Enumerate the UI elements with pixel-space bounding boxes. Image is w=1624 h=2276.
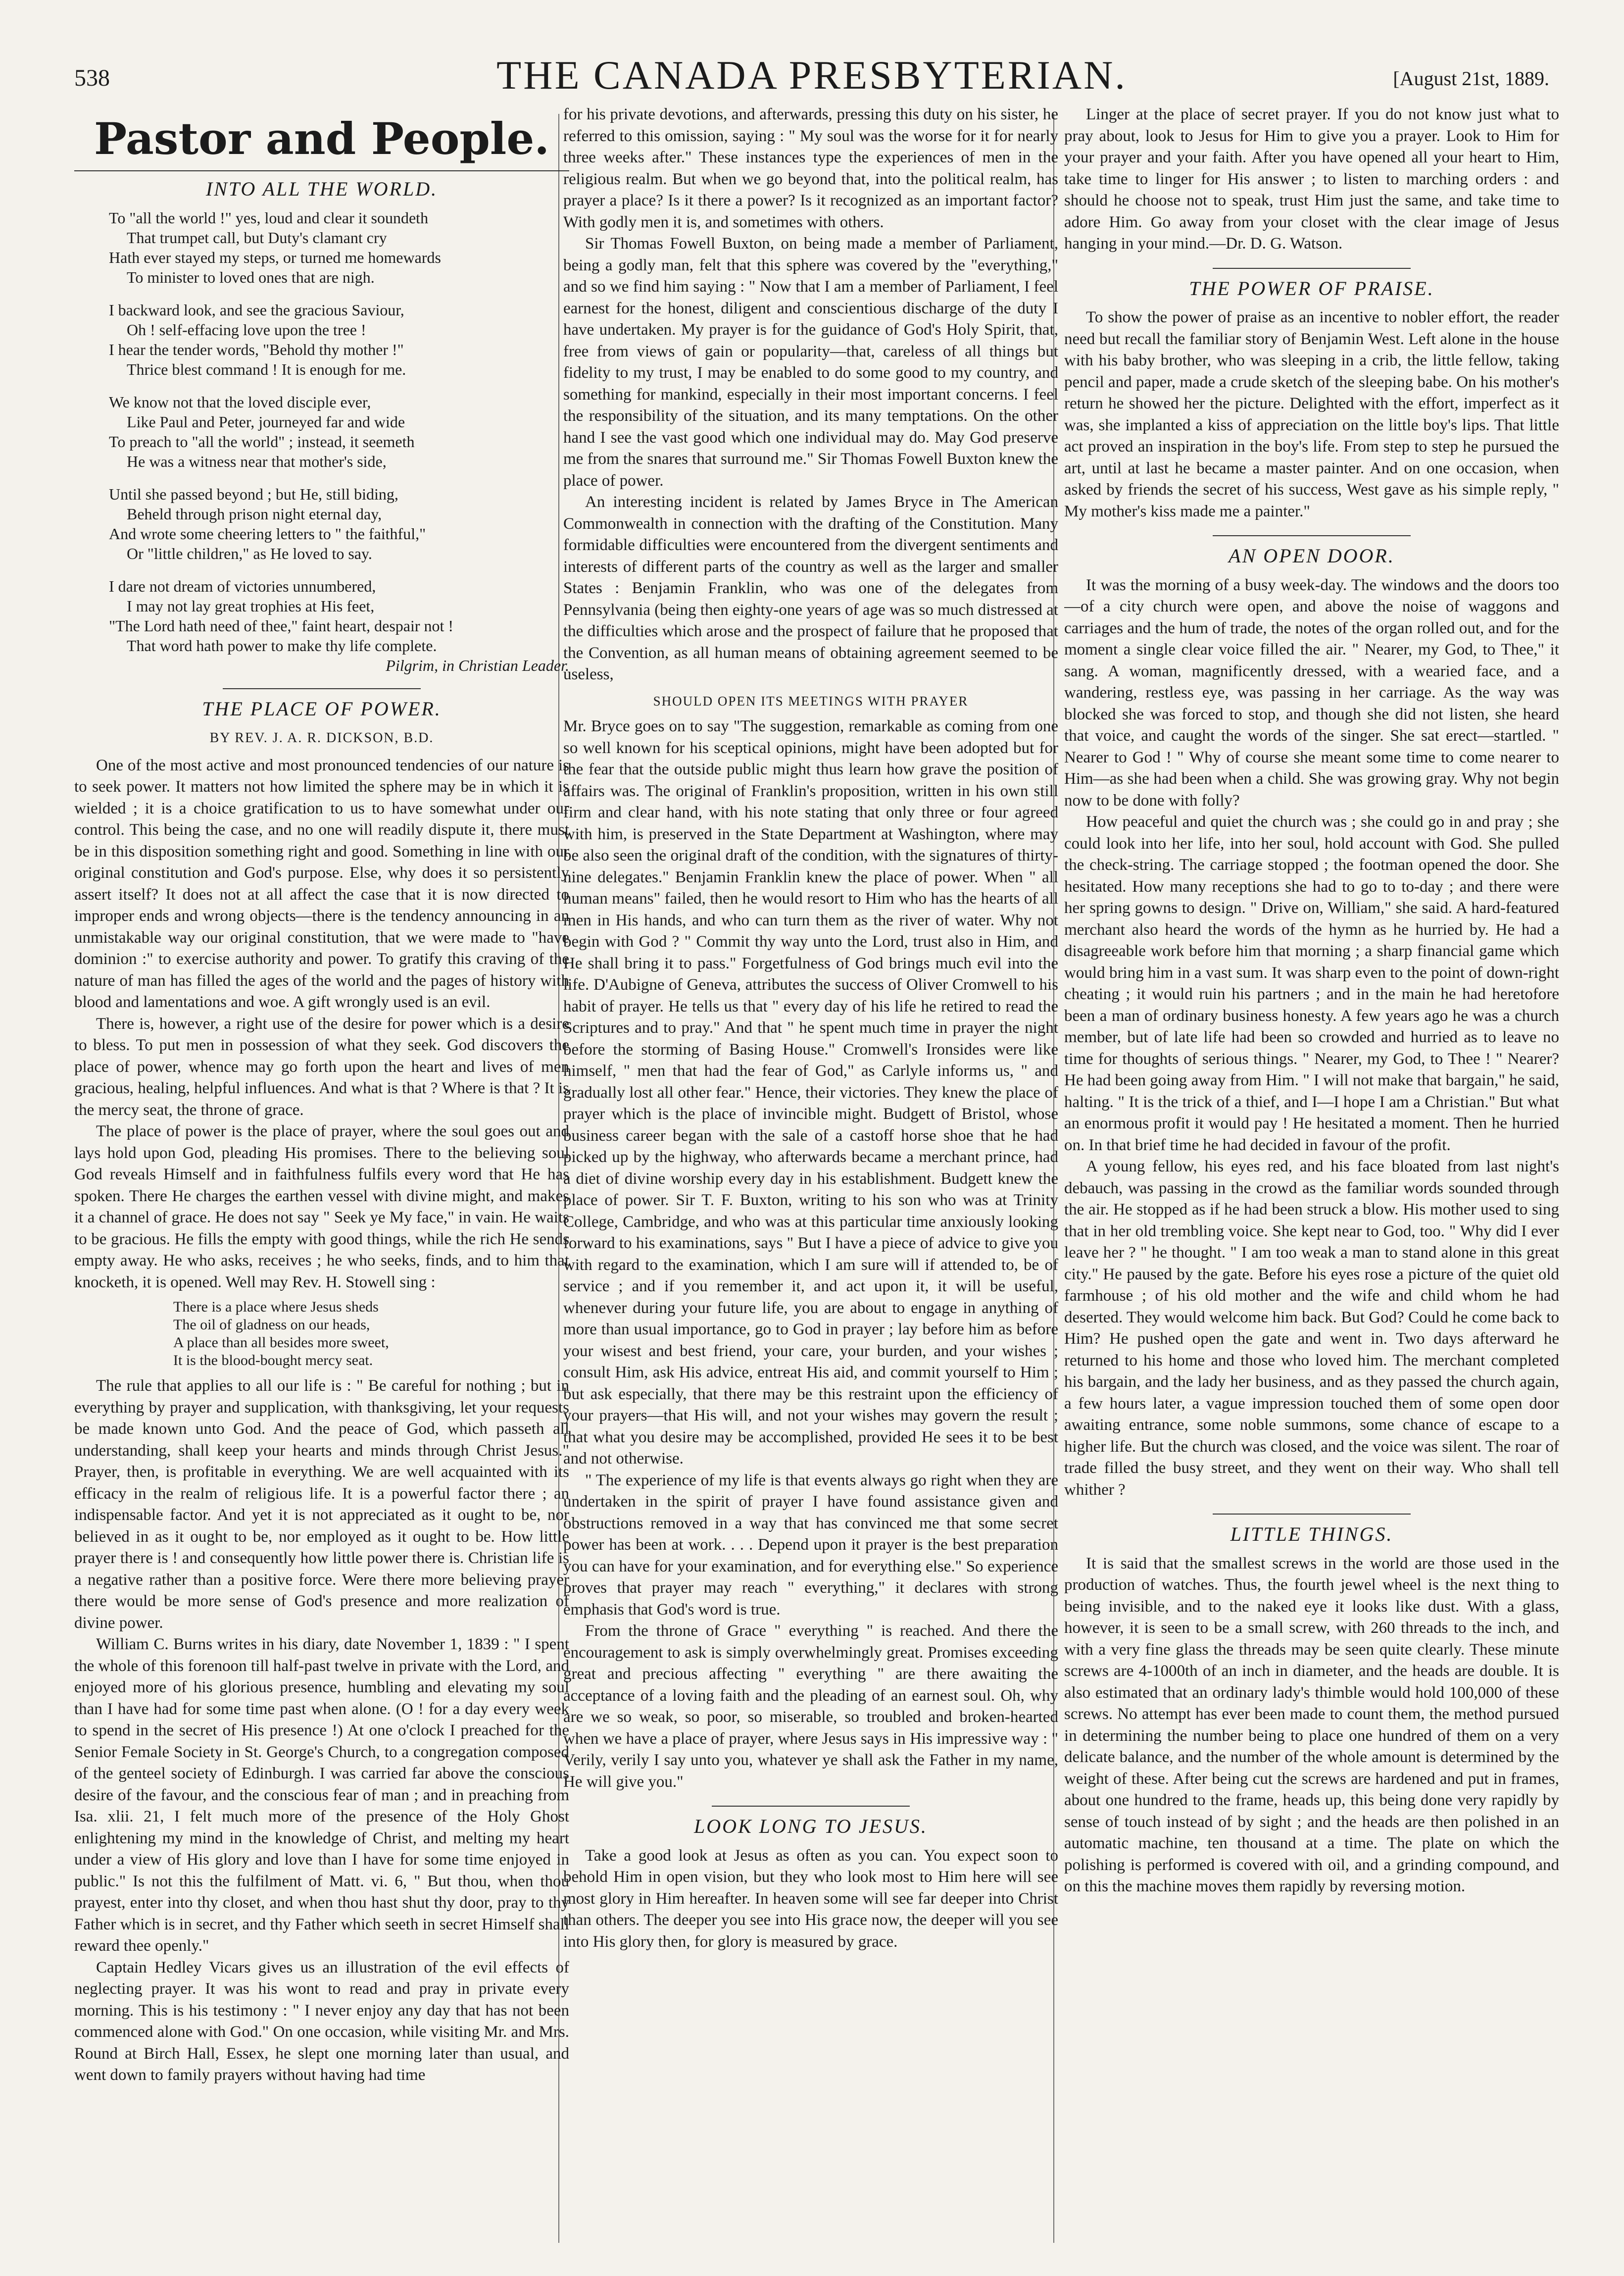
- column-1: [74, 104, 569, 2248]
- paragraph: The rule that applies to all our life is : " Be careful for nothing ; but in everything by prayer and supplication, with thanksgiving, let your requests be made known unto God. And the peace of God, which passeth all understanding, shall keep your hearts and minds through Christ Jesus." Prayer, then, is profitable in everything. We are well acquainted with its efficacy in the realm of religious life. It is a powerful factor there ; an indispensable factor. And yet it is not appreciated as it ought to be, nor believed in as it ought to be, nor employed as it ought to be. How little prayer there is ! and consequently how little power there is. Christian life is a negative rather than a positive force. Were there more believing prayer there would be more sense of God's presence and more realization of divine power.: [74, 1377, 569, 1632]
- article-title: AN OPEN DOOR.: [1229, 545, 1395, 567]
- article-title: THE POWER OF PRAISE.: [1189, 277, 1434, 300]
- poem-line: I dare not dream of victories unnumbered,: [109, 577, 376, 595]
- poem-line: Thrice blest command ! It is enough for me.: [127, 360, 406, 378]
- poem-line: I may not lay great trophies at His feet,: [127, 597, 375, 615]
- paragraph: From the throne of Grace " everything " is reached. And there the encouragement to ask is simply overwhelmingly great. Promises exceeding great and precious affecting " everything " are there awaiting the acceptance of a loving faith and the pleading of an earnest soul. Oh, why are we so weak, so poor, so miserable, so troubled and broken-hearted when we have a place of prayer, where Jesus says in His impressive way : " Verily, verily I say unto you, whatever ye shall ask the Father in my name, He will give you.": [563, 1622, 1058, 1791]
- poem-line: Or "little children," as He loved to say.: [127, 544, 372, 562]
- poem-credit: Pilgrim, in Christian Leader.: [386, 656, 569, 674]
- paragraph: How peaceful and quiet the church was ; she could go in and pray ; she could look into her life, into her soul, hold account with God. She pulled the check-string. The carriage stopped ; the footman opened the door. She hesitated. How many receptions she had to go to to-day ; and there were her spring gowns to design. " Drive on, William," she said. A hard-featured merchant also heard the words of the hymn as he hurried by. He had a disagreeable work before him that morning ; a sharp financial game which would bring him in a vast sum. It was sharp even to the point of down-right cheating ; it would ruin his partners ; and in the main he had heretofore been a man of ordinary business honesty. A few years ago he was a church member, but of late life had been so crowded and hurried as to leave no time for thoughts of serious things. " Nearer, my God, to Thee ! " Nearer? He had been going away from Him. " I will not make that bargain," he said, halting. " It is the trick of a thief, and I—I hope I am a Christian." But what an enormous profit it would pay ! He hesitated a moment. Then he hurried on. In that brief time he had decided in favour of the profit.: [1064, 813, 1559, 1154]
- poem-title: INTO ALL THE WORLD.: [205, 178, 438, 200]
- divider: [223, 688, 421, 689]
- poem-line: Beheld through prison night eternal day,: [127, 505, 382, 523]
- poem-line: I hear the tender words, "Behold thy mother !": [109, 340, 404, 358]
- verse-line: It is the blood-bought mercy seat.: [173, 1352, 373, 1368]
- poem-line: Hath ever stayed my steps, or turned me homewards: [109, 248, 441, 266]
- poem-line: Until she passed beyond ; but He, still biding,: [109, 485, 398, 503]
- paragraph: Linger at the place of secret prayer. If you do not know just what to pray about, look to Jesus for Him to give you a prayer. Look to Him for your prayer and your faith. After you have opened all your heart to Him, take time to linger for His answer ; to listen to marching orders : and should he choose not to speak, trust Him just the same, and take time to adore Him. Go away from your closet with the clear image of Jesus hanging in your mind.—Dr. D. G. Watson.: [1064, 105, 1559, 253]
- poem: [109, 208, 569, 675]
- paragraph: There is, however, a right use of the desire for power which is a desire to bless. To put men in possession of what they seek. God discovers the place of power, whence may go forth upon the heart and lives of men gracious, healing, helpful influences. And what is that ? Where is that ? It is the mercy seat, the throne of grace.: [74, 1014, 569, 1119]
- page-number: 538: [74, 65, 110, 91]
- divider: [1213, 535, 1411, 536]
- divider: [1213, 1514, 1411, 1515]
- stanza-gap: [109, 379, 569, 392]
- paragraph: An interesting incident is related by James Bryce in The American Commonwealth in connection with the drafting of the Constitution. Many formidable difficulties were encountered from the divergent sentiments and interests of different parts of the country as well as the larger and smaller States : Benjamin Franklin, who was one of the delegates from Pennsylvania (being then eighty-one years of age was so much distressed at the difficulties which arose and the prospect of failure that he proposed that the Convention, as all human means of obtaining agreement seemed to be useless,: [563, 493, 1058, 683]
- poem-line: To preach to "all the world" ; instead, it seemeth: [109, 432, 415, 451]
- poem-line: He was a witness near that mother's side,: [127, 452, 387, 470]
- paragraph: To show the power of praise as an incentive to nobler effort, the reader need but recall the familiar story of Benjamin West. Left alone in the house with his baby brother, who was sleeping in a crib, the little fellow, taking pencil and paper, made a crude sketch of the sleeping babe. On his mother's return he showed her the picture. Delighted with the effort, imperfect as it was, she implanted a kiss of appreciation on the little boy's lips. That little act proved an inspiration in the boy's life. From step to step he pursued the art, until at last he became a master painter. And on one occasion, when asked by friends the secret of his success, West gave as his simple reply, " My mother's kiss made me a painter.": [1064, 308, 1559, 520]
- department-title: Pastor and People.: [94, 113, 549, 164]
- column-2: [563, 104, 1058, 2248]
- hymn-verse: [173, 1298, 569, 1369]
- paragraph: One of the most active and most pronounced tendencies of our nature is to seek power. It matters not how limited the sphere may be in which it is wielded ; it is a choice gratification to us to have somewhat under our control. This being the case, and no one will readily dispute it, there must be in this disposition something right and good. Something in line with our original constitution and God's purpose. Else, why does it so persistently assert itself? It does not at all affect the case that it is now directed to improper ends and wrong objects—there is the tendency announcing in an unmistakable way our original constitution, that we were made to "have dominion :" to exercise authority and power. To gratify this craving of the nature of man has filled the ages of the world and the pages of history with blood and lamentations and woe. A gift wrongly used is an evil.: [74, 756, 569, 1011]
- paragraph: Sir Thomas Fowell Buxton, on being made a member of Parliament, being a godly man, felt that this sphere was covered by the "everything," and so we find him saying : " Now that I am a member of Parliament, I feel earnest for the honest, diligent and conscientious discharge of the duty I have undertaken. My prayer is for the guidance of God's Holy Spirit, that, free from views of gain or popularity—that, careless of all things but fidelity to my trust, I may be enabled to do some good to my country, and something for mankind, especially in their most important concerns. I feel the responsibility of the situation, and its many temptations. On the other hand I see the vast good which one individual may do. May God preserve me from the snares that surround me." Sir Thomas Fowell Buxton knew the place of power.: [563, 235, 1058, 490]
- divider: [1213, 268, 1411, 269]
- poem-line: To "all the world !" yes, loud and clear it soundeth: [109, 208, 429, 227]
- column-3: [1064, 104, 1559, 2248]
- article-title: LOOK LONG TO JESUS.: [694, 1815, 928, 1837]
- poem-line: To minister to loved ones that are nigh.: [127, 268, 375, 286]
- byline: BY REV. J. A. R. DICKSON, B.D.: [209, 730, 434, 746]
- article-title: LITTLE THINGS.: [1230, 1523, 1393, 1545]
- paragraph: Take a good look at Jesus as often as you can. You expect soon to behold Him in open vision, but they who look most to Him here will see most glory in Him hereafter. In heaven some will see far deeper into Christ than others. The deeper you see into His grace now, the deeper will you see into His glory then, for glory is measured by grace.: [563, 1846, 1058, 1951]
- verse-line: There is a place where Jesus sheds: [173, 1299, 379, 1315]
- paragraph: " The experience of my life is that events always go right when they are undertaken in the spirit of prayer I have found assistance given and obstructions removed in a way that has convinced me that some secret power has been at work. . . . Depend upon it prayer is the best preparation you can have for your examination, and for everything else." So experience proves that prayer may reach " everything," it declares with strong emphasis that God's word is true.: [563, 1471, 1058, 1618]
- stanza-gap: [109, 471, 569, 484]
- poem-line: We know not that the loved disciple ever,: [109, 393, 371, 411]
- paragraph: A young fellow, his eyes red, and his face bloated from last night's debauch, was passing in the crowd as the familiar words sounded through the air. He stopped as if he had been struck a blow. His mother used to sing that in her old trembling voice. She kept near to God, too. " Why did I ever leave her ? " he thought. " I am too weak a man to stand alone in this great city." He paused by the gate. Before his eyes rose a picture of the quiet old farmhouse ; of his old mother and the wife and child whom he had deserted. They would welcome him back. But God? Could he come back to Him? He pushed open the gate and went in. Two days afterward he returned to his home and those who loved him. The merchant completed his bargain, and the lady her business, and as they passed the church again, a few hours later, a vague impression touched them of some open door awaiting entrance, some noble summons, some chance of escape to a higher life. But the church was closed, and the voice was silent. The roar of trade filled the busy street, and they went on their way. Who shall tell whither ?: [1064, 1158, 1559, 1499]
- paragraph: The place of power is the place of prayer, where the soul goes out and lays hold upon God, pleading His promises. There to the believing soul God reveals Himself and in faithfulness fulfils every word that He has spoken. There He charges the earthen vessel with divine might, and makes it a channel of grace. He does not say " Seek ye My face," in vain. He waits to be gracious. He fills the empty with good things, while the rich He sends empty away. He who asks, receives ; he who seeks, finds, and to him that knocketh, it is opened. Well may Rev. H. Stowell sing :: [74, 1122, 569, 1291]
- divider: [74, 170, 569, 171]
- subheading: SHOULD OPEN ITS MEETINGS WITH PRAYER: [653, 693, 969, 708]
- divider: [712, 1806, 910, 1807]
- poem-line: I backward look, and see the gracious Saviour,: [109, 301, 404, 319]
- article-title: THE PLACE OF POWER.: [202, 697, 442, 720]
- paragraph: Mr. Bryce goes on to say "The suggestion, remarkable as coming from one so well known for his sceptical opinions, might have been adopted but for the fear that the outside public might thus learn how grave the position of affairs was. The original of Franklin's proposition, written in his own still firm and clear hand, with his note stating that only three or four agreed with him, is preserved in the State Department at Washington, where may be also seen the original draft of the condition, with the signatures of thirty-nine delegates." Benjamin Franklin knew the place of power. When " all human means" failed, then he would resort to Him who has the hearts of all men in His hands, and who can turn them as the river of water. Why not begin with God ? " Commit thy way unto the Lord, trust also in Him, and He shall bring it to pass." Forgetfulness of God brings much evil into the life. D'Aubigne of Geneva, attributes the success of Oliver Cromwell to his habit of prayer. He tells us that " every day of his life he retired to read the Scriptures and to pray." And that " he spent much time in prayer the night before the storming of Basing House." Cromwell's Ironsides were like himself, " men that had the fear of God," as Carlyle informs us, " and gradually lost all other fear." Hence, their victories. They knew the place of prayer which is the place of invincible might. Budgett of Bristol, whose business career began with the sale of a castoff horse shoe that he had picked up by the highway, who afterwards became a merchant prince, had a diet of divine worship every day in his establishment. Budgett knew the place of power. Sir T. F. Buxton, writing to his son who was at Trinity College, Cambridge, and who was at this particular time anxiously looking forward to his examinations, says " But I have a piece of advice to give you with regard to the examination, which I am sure will if attended to, be of service ; and if you remember it, and act upon it, it will be useful, whenever during your future life, you are about to engage in anything of more than usual importance, go to God in prayer ; lay before him as before your wisest and best friend, your care, your burden, and your wishes ; consult Him, ask His advice, entreat His aid, and commit yourself to Him ; but ask especially, that there may be this restraint upon the efficiency of your prayers—that His will, and not your wishes may govern the result ; that what you desire may be accomplished, provided He sees it to be best and not otherwise.: [563, 717, 1058, 1467]
- paragraph: Captain Hedley Vicars gives us an illustration of the evil effects of neglecting prayer. It was his wont to read and pray in private every morning. This is his testimony : " I never enjoy any day that has not been commenced alone with God." On one occasion, while visiting Mr. and Mrs. Round at Birch Hall, Essex, he slept one morning later than usual, and went down to family prayers without having had time: [74, 1958, 569, 2084]
- paragraph: It is said that the smallest screws in the world are those used in the production of watches. Thus, the fourth jewel wheel is the next thing to being invisible, and to the naked eye it looks like dust. With a glass, however, it is seen to be a small screw, with 260 threads to the inch, and with a very fine glass the threads may be seen quite clearly. These minute screws are 4-1000th of an inch in diameter, and the heads are double. It is also estimated that an ordinary lady's thimble would hold 100,000 of these screws. No attempt has ever been made to count them, the method pursued in determining the number being to place one hundred of them on a very delicate balance, and the number of the whole amount is determined by the weight of these. After being cut the screws are hardened and put in frames, about one hundred to the frame, heads up, this being done very rapidly by sense of touch instead of by sight ; and the heads are then polished in an automatic machine, ten thousand at a time. The plate on which the polishing is performed is covered with oil, and a grinding compound, and on this the machine moves them rapidly by reversing motion.: [1064, 1554, 1559, 1895]
- poem-line: And wrote some cheering letters to " the faithful,": [109, 524, 426, 543]
- poem-line: Oh ! self-effacing love upon the tree !: [127, 320, 366, 339]
- poem-line: That trumpet call, but Duty's clamant cry: [127, 228, 387, 247]
- issue-date: [August 21st, 1889.: [1393, 67, 1549, 90]
- masthead: THE CANADA PRESBYTERIAN.: [496, 52, 1127, 98]
- stanza-gap: [109, 563, 569, 576]
- verse-line: The oil of gladness on our heads,: [173, 1316, 370, 1333]
- verse-line: A place than all besides more sweet,: [173, 1334, 389, 1351]
- paragraph: William C. Burns writes in his diary, date November 1, 1839 : " I spent the whole of this forenoon till half-past twelve in private with the Lord, and enjoyed more of his glorious presence, humbling and elevating my soul than I have had for some time past when alone. (O ! for a day every week to spend in the secret of His presence !) At one o'clock I preached for the Senior Female Society in St. George's Church, to a congregation composed of the genteel society of Edinburgh. I was carried far above the conscious desire of the favour, and the conscious fear of man ; and in preaching from Isa. xlii. 21, I felt much more of the presence of the Holy Ghost enlightening my mind in the knowledge of Christ, and melting my heart under a view of His glory and love than I have for some time enjoyed in public." Is not this the fulfilment of Matt. vi. 6, " But thou, when thou prayest, enter into thy closet, and when thou hast shut thy door, pray to thy Father which is in secret, and thy Father which seeth in secret Himself shall reward thee openly.": [74, 1635, 569, 1955]
- paragraph: for his private devotions, and afterwards, pressing this duty on his sister, he referred to this omission, saying : " My soul was the worse for it for nearly three weeks after." These instances type the experiences of men in the religious realm. But when we go beyond that, into the political realm, has prayer a place? Is it there a power? Is it recognized as an important factor? With godly men it is, and sometimes with others.: [563, 105, 1058, 231]
- poem-line: "The Lord hath need of thee," faint heart, despair not !: [109, 616, 454, 635]
- paragraph: It was the morning of a busy week-day. The windows and the doors too—of a city church were open, and above the noise of waggons and carriages and the hum of trade, the notes of the organ rolled out, and for the moment a single clear voice filled the air. " Nearer, my God, to Thee," it sang. A woman, magnificently dressed, with a wearied face, and a wandering, restless eye, was passing in her carriage. As the way was blocked she was forced to stop, and though she did not listen, she heard that voice, and caught the words of the singer. She sat erect—startled. " Nearer to God ! " Why of course she meant some time to come nearer to Him—as she had been when a child. She was growing gray. Why not begin now to be done with folly?: [1064, 576, 1559, 809]
- poem-line: Like Paul and Peter, journeyed far and wide: [127, 412, 405, 431]
- stanza-gap: [109, 287, 569, 300]
- page-header: [74, 30, 1549, 104]
- poem-line: That word hath power to make thy life complete.: [127, 636, 437, 655]
